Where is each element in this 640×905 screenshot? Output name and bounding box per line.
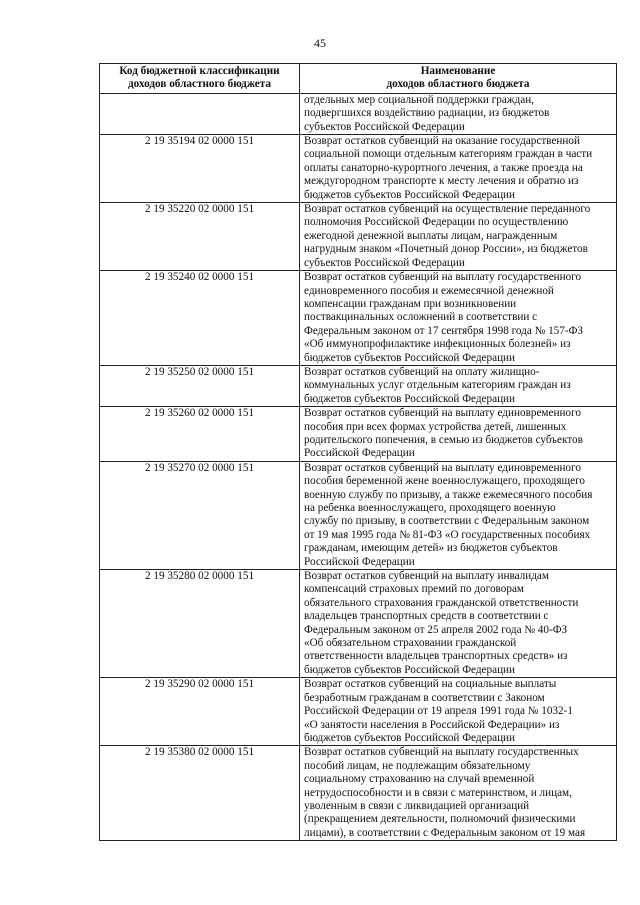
revenue-name-line: Возврат остатков субвенций на выплату инвалидам — [304, 570, 549, 583]
budget-code-cell: 2 19 35380 02 0000 151 — [100, 746, 300, 841]
header-code — [100, 64, 300, 94]
table-row — [100, 365, 617, 406]
revenue-name-line: родительского попечения, в семью из бюджетов субъектов — [304, 433, 583, 446]
table-row — [100, 203, 617, 271]
table-row — [100, 461, 617, 569]
table-body — [100, 93, 617, 840]
revenue-name-line: единовременного пособия и ежемесячной денежной — [304, 284, 554, 297]
revenue-name-line: субъектов Российской Федерации — [304, 256, 465, 269]
revenue-name-line: гражданам, имеющим детей» из бюджетов субъектов — [304, 542, 558, 555]
budget-code-cell: 2 19 35290 02 0000 151 — [100, 678, 300, 746]
table-row — [100, 746, 617, 841]
revenue-name-line: уволенным в связи с ликвидацией организаций — [304, 799, 530, 812]
header-code-line: Код бюджетной классификации — [119, 65, 280, 77]
revenue-name-line: «Об обязательном страховании гражданской — [304, 637, 517, 650]
revenue-name-line: Возврат остатков субвенций на оплату жилищно- — [304, 365, 540, 378]
revenue-name-line: Возврат остатков субвенций на оказание государственной — [304, 135, 580, 148]
budget-revenue-table — [99, 63, 617, 841]
revenue-name-line: оплаты санаторно-курортного лечения, а также проезда на — [304, 161, 583, 174]
revenue-name-line: ответственности владельцев транспортных средств» из — [304, 650, 568, 663]
revenue-name-line: Возврат остатков субвенций на выплату единовременного — [304, 407, 581, 420]
revenue-name-line: Российской Федерации от 19 апреля 1991 года № 1032-1 — [304, 705, 573, 718]
revenue-name-line: субъектов Российской Федерации — [304, 120, 465, 133]
revenue-name-line: лицами), в соответствии с Федеральным законом от 19 мая — [304, 826, 586, 839]
budget-code-cell: 2 19 35240 02 0000 151 — [100, 271, 300, 366]
revenue-name-line: компенсаций страховых премий по договорам — [304, 583, 524, 596]
revenue-name-cell — [300, 365, 617, 406]
revenue-name-line: междугородном транспорте к месту лечения и обратно из — [304, 175, 579, 188]
revenue-name-line: бюджетов субъектов Российской Федерации — [304, 392, 516, 405]
revenue-name-line: от 19 мая 1995 года № 81-ФЗ «О государственных пособиях — [304, 528, 591, 541]
revenue-name-line: Возврат остатков субвенций на выплату государственного — [304, 271, 582, 284]
table-row — [100, 135, 617, 203]
revenue-name-line: (прекращением деятельности, полномочий физическими — [304, 813, 576, 826]
revenue-name-line: Российской Федерации — [304, 555, 415, 568]
revenue-name-line: пособий лицам, не подлежащим обязательному — [304, 759, 531, 772]
revenue-name-line: Возврат остатков субвенций на выплату государственных — [304, 746, 579, 759]
budget-code-cell: 2 19 35270 02 0000 151 — [100, 461, 300, 569]
revenue-name-cell — [300, 93, 617, 134]
revenue-name-cell — [300, 271, 617, 366]
revenue-name-line: «О занятости населения в Российской Федерации» из — [304, 718, 560, 731]
revenue-name-cell — [300, 203, 617, 271]
table-header-row — [100, 64, 617, 94]
revenue-name-line: социальной помощи отдельным категориям граждан в части — [304, 148, 593, 161]
revenue-name-line: бюджетов субъектов Российской Федерации — [304, 351, 516, 364]
revenue-name-line: поствакцинальных осложнений в соответствии с — [304, 311, 538, 324]
header-name-line: доходов областного бюджета — [386, 78, 530, 91]
budget-code-cell — [100, 93, 300, 134]
revenue-name-line: бюджетов субъектов Российской Федерации — [304, 188, 516, 201]
header-code-line: доходов областного бюджета — [127, 78, 271, 91]
revenue-name-cell — [300, 135, 617, 203]
revenue-name-cell — [300, 678, 617, 746]
revenue-name-line: службу по призыву, в соответствии с Федеральным законом — [304, 515, 590, 528]
revenue-name-line: военную службу по призыву, а также ежемесячного пособия — [304, 488, 593, 501]
revenue-name-line: бюджетов субъектов Российской Федерации — [304, 663, 516, 676]
revenue-name-line: пособия при всех формах устройства детей, лишенных — [304, 420, 567, 433]
revenue-name-line: ежегодной денежной выплаты лицам, награжденным — [304, 229, 558, 242]
revenue-name-line: обязательного страхования гражданской ответственности — [304, 596, 579, 609]
revenue-name-line: компенсации гражданам при возникновении — [304, 297, 517, 310]
revenue-name-cell — [300, 461, 617, 569]
revenue-name-line: пособия беременной жене военнослужащего, проходящего — [304, 475, 585, 488]
revenue-name-line: владельцев транспортных средств в соответствии с — [304, 610, 549, 623]
revenue-name-line: нагрудным знаком «Почетный донор России», из бюджетов — [304, 243, 588, 256]
revenue-name-line: на ребенка военнослужащего, проходящего военную — [304, 502, 556, 514]
revenue-name-line: нетрудоспособности и в связи с материнством, и лицам, — [304, 786, 572, 799]
header-name-line: Наименование — [420, 65, 496, 77]
revenue-name-line: коммунальных услуг отдельным категориям граждан из — [304, 379, 571, 392]
table-row — [100, 407, 617, 462]
revenue-name-line: бюджетов субъектов Российской Федерации — [304, 731, 516, 744]
revenue-name-cell — [300, 407, 617, 462]
budget-code-cell: 2 19 35194 02 0000 151 — [100, 135, 300, 203]
revenue-name-line: Возврат остатков субвенций на выплату единовременного — [304, 461, 581, 474]
revenue-name-cell — [300, 746, 617, 841]
revenue-name-line: социальному страхованию на случай временной — [304, 773, 535, 786]
budget-code-cell: 2 19 35260 02 0000 151 — [100, 407, 300, 462]
revenue-name-line: Федеральным законом от 25 апреля 2002 года № 40-ФЗ — [304, 623, 568, 636]
table-row — [100, 93, 617, 134]
revenue-name-cell — [300, 570, 617, 678]
table-row — [100, 570, 617, 678]
revenue-name-line: безработным гражданам в соответствии с Законом — [304, 691, 545, 704]
revenue-name-line: Возврат остатков субвенций на осуществление переданного — [304, 203, 591, 216]
revenue-name-line: Федеральным законом от 17 сентября 1998 года № 157-ФЗ — [304, 324, 584, 337]
budget-code-cell: 2 19 35220 02 0000 151 — [100, 203, 300, 271]
revenue-name-line: отдельных мер социальной поддержки граждан, — [304, 93, 534, 106]
revenue-name-line: Возврат остатков субвенций на социальные выплаты — [304, 678, 557, 691]
budget-code-cell: 2 19 35280 02 0000 151 — [100, 570, 300, 678]
header-name — [300, 64, 617, 94]
table-row — [100, 678, 617, 746]
page-number: 45 — [314, 36, 326, 50]
table-row — [100, 271, 617, 366]
revenue-name-line: Российской Федерации — [304, 447, 415, 460]
revenue-name-line: полномочия Российской Федерации по осуществлению — [304, 216, 569, 229]
revenue-name-line: подвергшихся воздействию радиации, из бюджетов — [304, 107, 550, 120]
budget-code-cell: 2 19 35250 02 0000 151 — [100, 365, 300, 406]
revenue-name-line: «Об иммунопрофилактике инфекционных болезней» из — [304, 338, 571, 351]
